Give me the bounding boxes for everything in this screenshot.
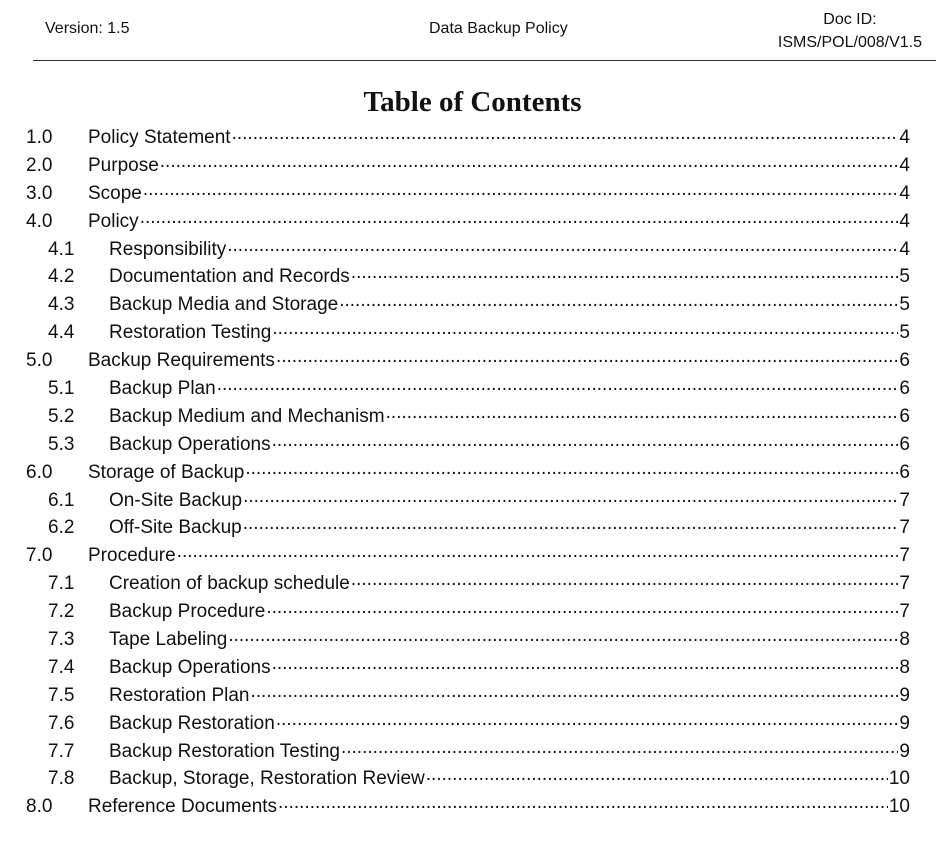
toc-entry-page: 7 [899,573,910,595]
toc-entry-label[interactable]: Backup Plan [109,378,216,400]
toc-entry-page: 9 [899,684,910,706]
toc-entry-number: 2.0 [26,154,53,176]
toc-entry-number: 6.2 [48,517,75,539]
toc-title: Table of Contents [363,86,582,118]
toc-entry-number: 8.0 [26,796,53,818]
toc-entry-label[interactable]: Purpose [88,154,159,176]
toc-entry-page: 7 [899,601,910,623]
toc-entry-page: 7 [899,489,910,511]
toc-entry-page: 6 [899,405,910,427]
toc-dot-leader [272,319,898,338]
toc-entry-page: 6 [899,433,910,455]
toc-entry-number: 7.4 [48,656,75,678]
toc-dot-leader [339,291,898,310]
toc-entry[interactable] [26,654,910,682]
toc-dot-leader [341,738,898,757]
toc-entry-number: 4.2 [48,266,75,288]
toc-entry[interactable] [26,263,910,291]
toc-entry-label[interactable]: Backup Operations [109,656,271,678]
toc-entry-number: 4.4 [48,322,75,344]
toc-dot-leader [351,263,899,282]
toc-entry-number: 7.5 [48,684,75,706]
toc-entry-page: 5 [899,266,910,288]
toc-entry[interactable] [26,626,910,654]
toc-entry-label[interactable]: Restoration Plan [109,684,250,706]
toc-entry-label[interactable]: Responsibility [109,238,227,260]
toc-entry-label[interactable]: Reference Documents [88,796,278,818]
toc-entry-number: 4.0 [26,210,53,232]
toc-entry-label[interactable]: Backup Procedure [109,601,266,623]
toc-entry[interactable] [26,487,910,515]
toc-entry-number: 4.3 [48,294,75,316]
toc-entry-number: 5.2 [48,405,75,427]
toc-entry-page: 6 [899,461,910,483]
toc-entry[interactable] [26,598,910,626]
toc-dot-leader [276,347,898,366]
toc-entry-label[interactable]: Backup, Storage, Restoration Review [109,768,425,790]
toc-entry[interactable] [26,236,910,264]
toc-dot-leader [426,765,888,784]
toc-entry[interactable] [26,403,910,431]
toc-entry-label[interactable]: Backup Operations [109,433,271,455]
toc-dot-leader [243,514,899,533]
toc-entry-number: 7.1 [48,573,75,595]
toc-entry-number: 6.1 [48,489,75,511]
toc-entry-label[interactable]: Scope [88,182,142,204]
toc-dot-leader [276,710,899,729]
toc-dot-leader [140,208,899,227]
toc-entry-number: 5.0 [26,350,53,372]
toc-entry[interactable] [26,682,910,710]
toc-entry-number: 6.0 [26,461,53,483]
doc-id-label: Doc ID: [823,11,877,28]
toc-dot-leader [243,487,898,506]
toc-entry-number: 7.2 [48,601,75,623]
toc-entry-label[interactable]: Backup Requirements [88,350,275,372]
toc-entry[interactable] [26,765,910,793]
toc-entry-page: 4 [899,182,910,204]
toc-entry-page: 9 [899,740,910,762]
toc-entry[interactable] [26,542,910,570]
toc-entry[interactable] [26,180,910,208]
toc-entry-page: 5 [899,322,910,344]
toc-entry-number: 5.1 [48,378,75,400]
toc-entry-number: 7.7 [48,740,75,762]
doc-id-value: ISMS/POL/008/V1.5 [777,34,922,51]
toc-entry[interactable] [26,431,910,459]
toc-entry-label[interactable]: Policy Statement [88,127,231,148]
toc-entry-page: 6 [899,350,910,372]
toc-entry[interactable] [26,738,910,766]
toc-entry-number: 5.3 [48,433,75,455]
toc-entry-number: 7.6 [48,712,75,734]
toc-dot-leader [217,375,899,394]
toc-entry-label[interactable]: Procedure [88,545,176,567]
toc-entry[interactable] [26,319,910,347]
toc-entry-page: 7 [899,517,910,539]
toc-entry-label[interactable]: Restoration Testing [109,322,272,344]
toc-dot-leader [250,682,898,701]
toc-entry[interactable] [26,459,910,487]
toc-entry-label[interactable]: Tape Labeling [109,629,228,651]
toc-entry-number: 4.1 [48,238,75,260]
toc-dot-leader [232,124,899,143]
toc-entry[interactable] [26,375,910,403]
toc-dot-leader [272,654,899,673]
toc-entry[interactable] [26,793,910,821]
toc-dot-leader [351,570,899,589]
toc-entry[interactable] [26,124,910,152]
toc-entry-label[interactable]: Backup Restoration Testing [109,740,340,762]
toc-entry-label[interactable]: Creation of backup schedule [109,573,350,595]
toc-entry-number: 7.3 [48,629,75,651]
toc-entry-label[interactable]: Backup Media and Storage [109,294,339,316]
toc-entry-label[interactable]: Backup Restoration [109,712,275,734]
toc-dot-leader [160,152,899,171]
toc-dot-leader [228,626,898,645]
toc-entry[interactable] [26,152,910,180]
toc-entry-number: 3.0 [26,182,53,204]
toc-dot-leader [143,180,899,199]
page-header [33,0,936,61]
toc-entry-page: 7 [899,545,910,567]
toc-entry-number: 7.0 [26,545,53,567]
header-doc-id [778,8,922,54]
toc-entry-page: 4 [899,210,910,232]
toc-entry-number: 7.8 [48,768,75,790]
toc-entry[interactable] [26,514,910,542]
toc-entry-page: 9 [899,712,910,734]
toc-entry-number: 1.0 [26,127,53,148]
toc-entry-label[interactable]: Backup Medium and Mechanism [109,405,385,427]
header-version: Version: 1.5 [45,20,130,37]
toc-entry-page: 10 [888,796,910,818]
toc-dot-leader [177,542,899,561]
toc-entry[interactable] [26,570,910,598]
toc-dot-leader [227,236,898,255]
toc-entry-page: 4 [899,154,910,176]
toc-entry-label[interactable]: Documentation and Records [109,266,350,288]
toc-entry[interactable] [26,347,910,375]
toc-entry-page: 4 [899,127,910,148]
toc-dot-leader [386,403,899,422]
toc-dot-leader [266,598,898,617]
toc-entry-label[interactable]: Storage of Backup [88,461,245,483]
header-title: Data Backup Policy [429,20,568,37]
toc-entry-page: 6 [899,378,910,400]
toc-entry-page: 8 [899,629,910,651]
toc-entry-label[interactable]: On-Site Backup [109,489,243,511]
toc-entry-label[interactable]: Off-Site Backup [109,517,242,539]
toc-entry[interactable] [26,710,910,738]
toc-entry-page: 10 [888,768,910,790]
toc-dot-leader [278,793,888,812]
toc-entry-page: 5 [899,294,910,316]
toc-dot-leader [245,459,898,478]
toc-dot-leader [272,431,899,450]
toc-entry[interactable] [26,208,910,236]
toc-entry-page: 8 [899,656,910,678]
toc-entry[interactable] [26,291,910,319]
toc-entry-page: 4 [899,238,910,260]
toc-entry-label[interactable]: Policy [88,210,139,232]
toc-list [26,124,910,821]
